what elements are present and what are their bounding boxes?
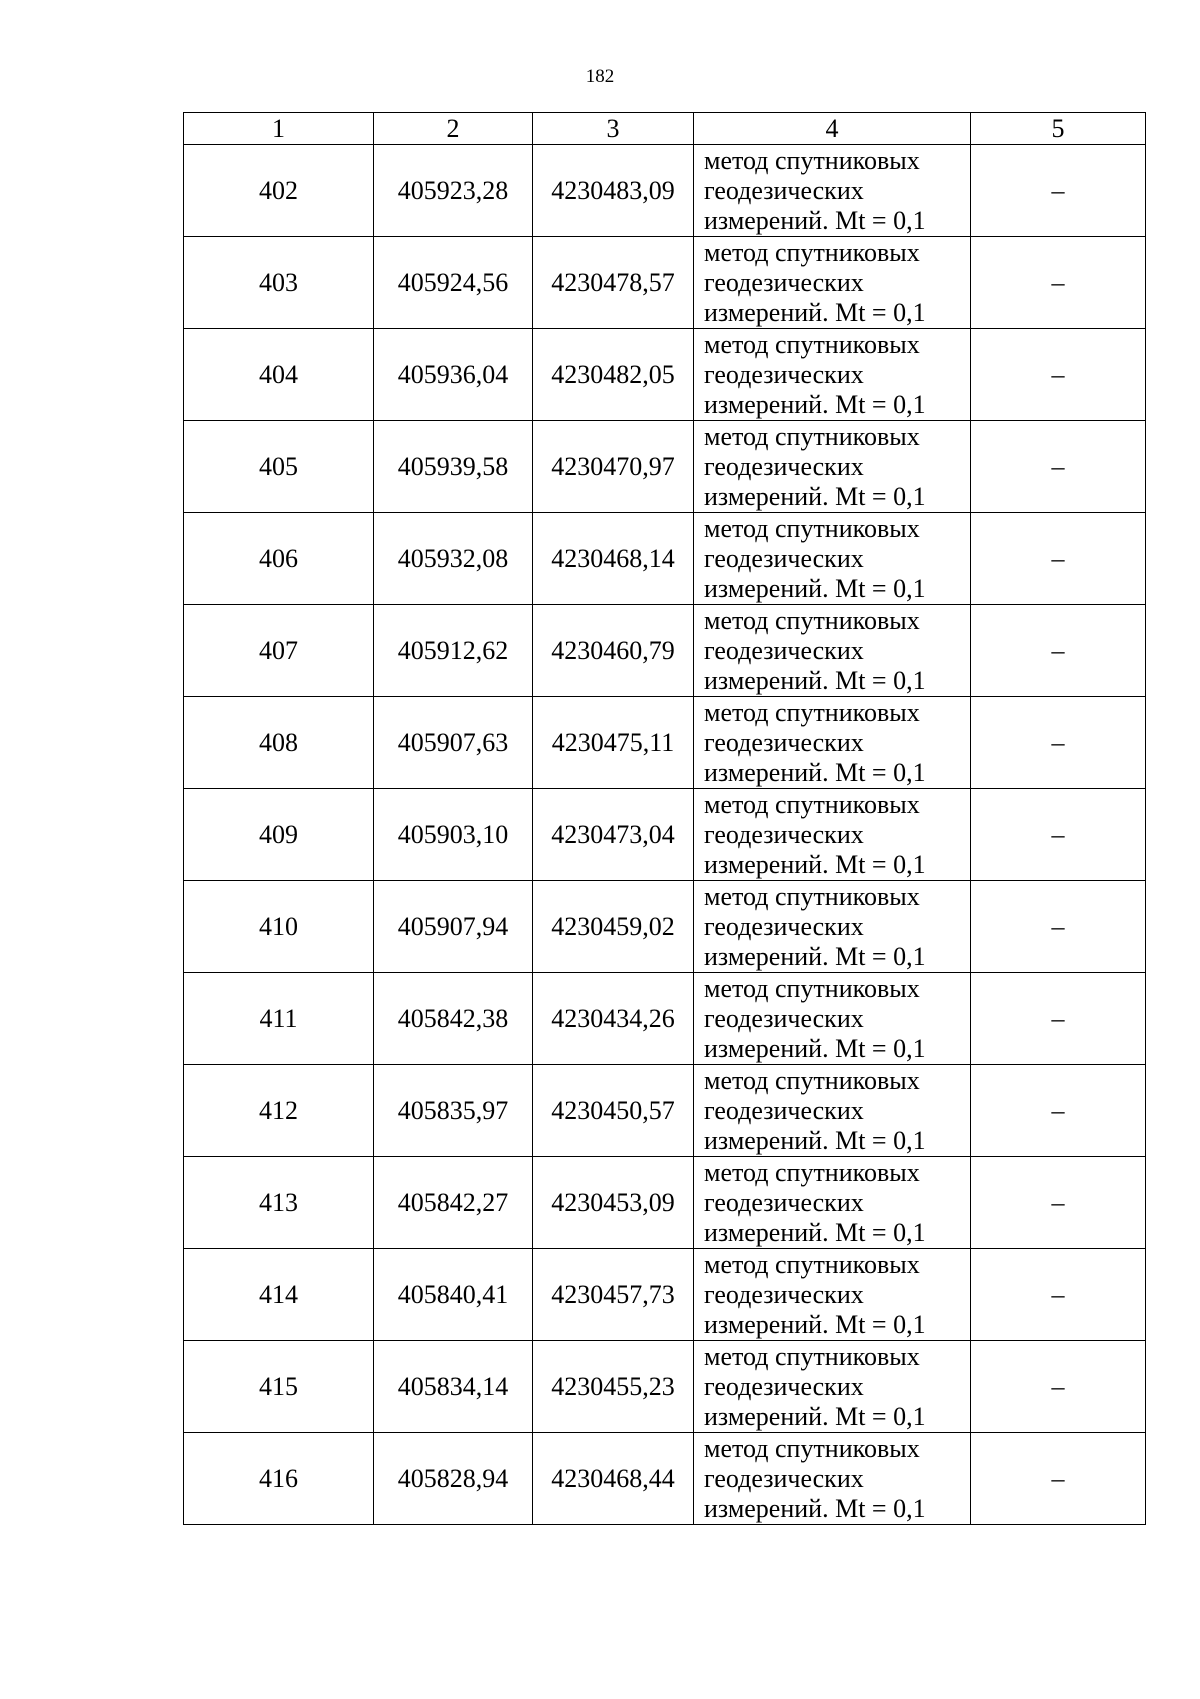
table-row: [184, 881, 1146, 973]
method-line: геодезических: [704, 635, 864, 665]
point-number-cell: 414: [184, 1249, 374, 1341]
method-cell: [694, 1341, 971, 1433]
note-cell: –: [971, 973, 1146, 1065]
y-coordinate-cell: 4230470,97: [533, 421, 694, 513]
point-number-cell: 412: [184, 1065, 374, 1157]
note-cell: –: [971, 1065, 1146, 1157]
method-line: геодезических: [704, 1187, 864, 1217]
note-cell: –: [971, 881, 1146, 973]
table-row: [184, 421, 1146, 513]
method-line: метод спутниковых: [704, 881, 920, 911]
column-header-1: 1: [184, 113, 374, 145]
point-number-cell: 413: [184, 1157, 374, 1249]
x-coordinate-cell: 405840,41: [374, 1249, 533, 1341]
point-number-cell: 411: [184, 973, 374, 1065]
x-coordinate-cell: 405834,14: [374, 1341, 533, 1433]
point-number-cell: 410: [184, 881, 374, 973]
note-cell: –: [971, 1433, 1146, 1525]
table-row: [184, 1157, 1146, 1249]
method-line: метод спутниковых: [704, 605, 920, 635]
table-row: [184, 513, 1146, 605]
y-coordinate-cell: 4230455,23: [533, 1341, 694, 1433]
method-cell: [694, 881, 971, 973]
method-line: метод спутниковых: [704, 329, 920, 359]
method-line: измерений. Mt = 0,1: [704, 1217, 926, 1247]
note-cell: –: [971, 329, 1146, 421]
table-row: [184, 329, 1146, 421]
note-cell: –: [971, 1341, 1146, 1433]
method-line: геодезических: [704, 175, 864, 205]
y-coordinate-cell: 4230473,04: [533, 789, 694, 881]
note-cell: –: [971, 1249, 1146, 1341]
y-coordinate-cell: 4230453,09: [533, 1157, 694, 1249]
table-body: [184, 145, 1146, 1525]
table-row: [184, 1065, 1146, 1157]
table-row: [184, 973, 1146, 1065]
method-line: геодезических: [704, 359, 864, 389]
table-row: [184, 1433, 1146, 1525]
method-line: измерений. Mt = 0,1: [704, 389, 926, 419]
x-coordinate-cell: 405903,10: [374, 789, 533, 881]
method-line: метод спутниковых: [704, 1065, 920, 1095]
method-line: измерений. Mt = 0,1: [704, 297, 926, 327]
method-cell: [694, 513, 971, 605]
table-row: [184, 697, 1146, 789]
method-line: геодезических: [704, 267, 864, 297]
method-line: метод спутниковых: [704, 1157, 920, 1187]
column-header-2: 2: [374, 113, 533, 145]
x-coordinate-cell: 405842,27: [374, 1157, 533, 1249]
note-cell: –: [971, 237, 1146, 329]
y-coordinate-cell: 4230468,14: [533, 513, 694, 605]
method-cell: [694, 1433, 971, 1525]
method-line: метод спутниковых: [704, 237, 920, 267]
x-coordinate-cell: 405835,97: [374, 1065, 533, 1157]
column-header-4: 4: [694, 113, 971, 145]
y-coordinate-cell: 4230460,79: [533, 605, 694, 697]
method-cell: [694, 697, 971, 789]
method-line: геодезических: [704, 819, 864, 849]
y-coordinate-cell: 4230478,57: [533, 237, 694, 329]
method-line: геодезических: [704, 1095, 864, 1125]
table-row: [184, 145, 1146, 237]
method-line: метод спутниковых: [704, 973, 920, 1003]
column-header-5: 5: [971, 113, 1146, 145]
note-cell: –: [971, 513, 1146, 605]
point-number-cell: 404: [184, 329, 374, 421]
note-cell: –: [971, 145, 1146, 237]
method-line: геодезических: [704, 1003, 864, 1033]
method-line: геодезических: [704, 1463, 864, 1493]
method-line: измерений. Mt = 0,1: [704, 1493, 926, 1523]
point-number-cell: 403: [184, 237, 374, 329]
note-cell: –: [971, 605, 1146, 697]
method-line: измерений. Mt = 0,1: [704, 1401, 926, 1431]
method-cell: [694, 1249, 971, 1341]
x-coordinate-cell: 405932,08: [374, 513, 533, 605]
method-line: геодезических: [704, 451, 864, 481]
y-coordinate-cell: 4230475,11: [533, 697, 694, 789]
page-number: 182: [585, 66, 615, 87]
x-coordinate-cell: 405939,58: [374, 421, 533, 513]
table-row: [184, 605, 1146, 697]
method-cell: [694, 789, 971, 881]
method-cell: [694, 421, 971, 513]
method-cell: [694, 145, 971, 237]
x-coordinate-cell: 405912,62: [374, 605, 533, 697]
method-line: метод спутниковых: [704, 1341, 920, 1371]
method-line: геодезических: [704, 543, 864, 573]
method-cell: [694, 605, 971, 697]
method-line: измерений. Mt = 0,1: [704, 757, 926, 787]
method-line: геодезических: [704, 911, 864, 941]
y-coordinate-cell: 4230434,26: [533, 973, 694, 1065]
method-line: геодезических: [704, 1371, 864, 1401]
method-line: измерений. Mt = 0,1: [704, 849, 926, 879]
x-coordinate-cell: 405907,63: [374, 697, 533, 789]
table-row: [184, 1341, 1146, 1433]
y-coordinate-cell: 4230482,05: [533, 329, 694, 421]
x-coordinate-cell: 405907,94: [374, 881, 533, 973]
method-line: геодезических: [704, 1279, 864, 1309]
method-line: метод спутниковых: [704, 1433, 920, 1463]
y-coordinate-cell: 4230483,09: [533, 145, 694, 237]
method-cell: [694, 1065, 971, 1157]
note-cell: –: [971, 789, 1146, 881]
method-line: измерений. Mt = 0,1: [704, 665, 926, 695]
method-line: измерений. Mt = 0,1: [704, 1125, 926, 1155]
point-number-cell: 409: [184, 789, 374, 881]
point-number-cell: 415: [184, 1341, 374, 1433]
method-line: метод спутниковых: [704, 1249, 920, 1279]
y-coordinate-cell: 4230457,73: [533, 1249, 694, 1341]
x-coordinate-cell: 405924,56: [374, 237, 533, 329]
note-cell: –: [971, 1157, 1146, 1249]
method-cell: [694, 329, 971, 421]
x-coordinate-cell: 405936,04: [374, 329, 533, 421]
table-header-row: [184, 113, 1146, 145]
method-line: измерений. Mt = 0,1: [704, 941, 926, 971]
table-row: [184, 789, 1146, 881]
method-line: метод спутниковых: [704, 421, 920, 451]
method-line: метод спутниковых: [704, 513, 920, 543]
method-cell: [694, 1157, 971, 1249]
y-coordinate-cell: 4230450,57: [533, 1065, 694, 1157]
method-cell: [694, 973, 971, 1065]
point-number-cell: 402: [184, 145, 374, 237]
method-line: метод спутниковых: [704, 789, 920, 819]
method-cell: [694, 237, 971, 329]
y-coordinate-cell: 4230459,02: [533, 881, 694, 973]
column-header-3: 3: [533, 113, 694, 145]
method-line: измерений. Mt = 0,1: [704, 573, 926, 603]
table-row: [184, 237, 1146, 329]
method-line: измерений. Mt = 0,1: [704, 205, 926, 235]
point-number-cell: 407: [184, 605, 374, 697]
method-line: метод спутниковых: [704, 697, 920, 727]
coordinates-table: [183, 112, 1146, 1525]
method-line: измерений. Mt = 0,1: [704, 1309, 926, 1339]
method-line: измерений. Mt = 0,1: [704, 1033, 926, 1063]
x-coordinate-cell: 405842,38: [374, 973, 533, 1065]
x-coordinate-cell: 405828,94: [374, 1433, 533, 1525]
point-number-cell: 416: [184, 1433, 374, 1525]
x-coordinate-cell: 405923,28: [374, 145, 533, 237]
method-line: метод спутниковых: [704, 145, 920, 175]
method-line: измерений. Mt = 0,1: [704, 481, 926, 511]
point-number-cell: 408: [184, 697, 374, 789]
point-number-cell: 406: [184, 513, 374, 605]
note-cell: –: [971, 421, 1146, 513]
y-coordinate-cell: 4230468,44: [533, 1433, 694, 1525]
point-number-cell: 405: [184, 421, 374, 513]
note-cell: –: [971, 697, 1146, 789]
method-line: геодезических: [704, 727, 864, 757]
table-row: [184, 1249, 1146, 1341]
